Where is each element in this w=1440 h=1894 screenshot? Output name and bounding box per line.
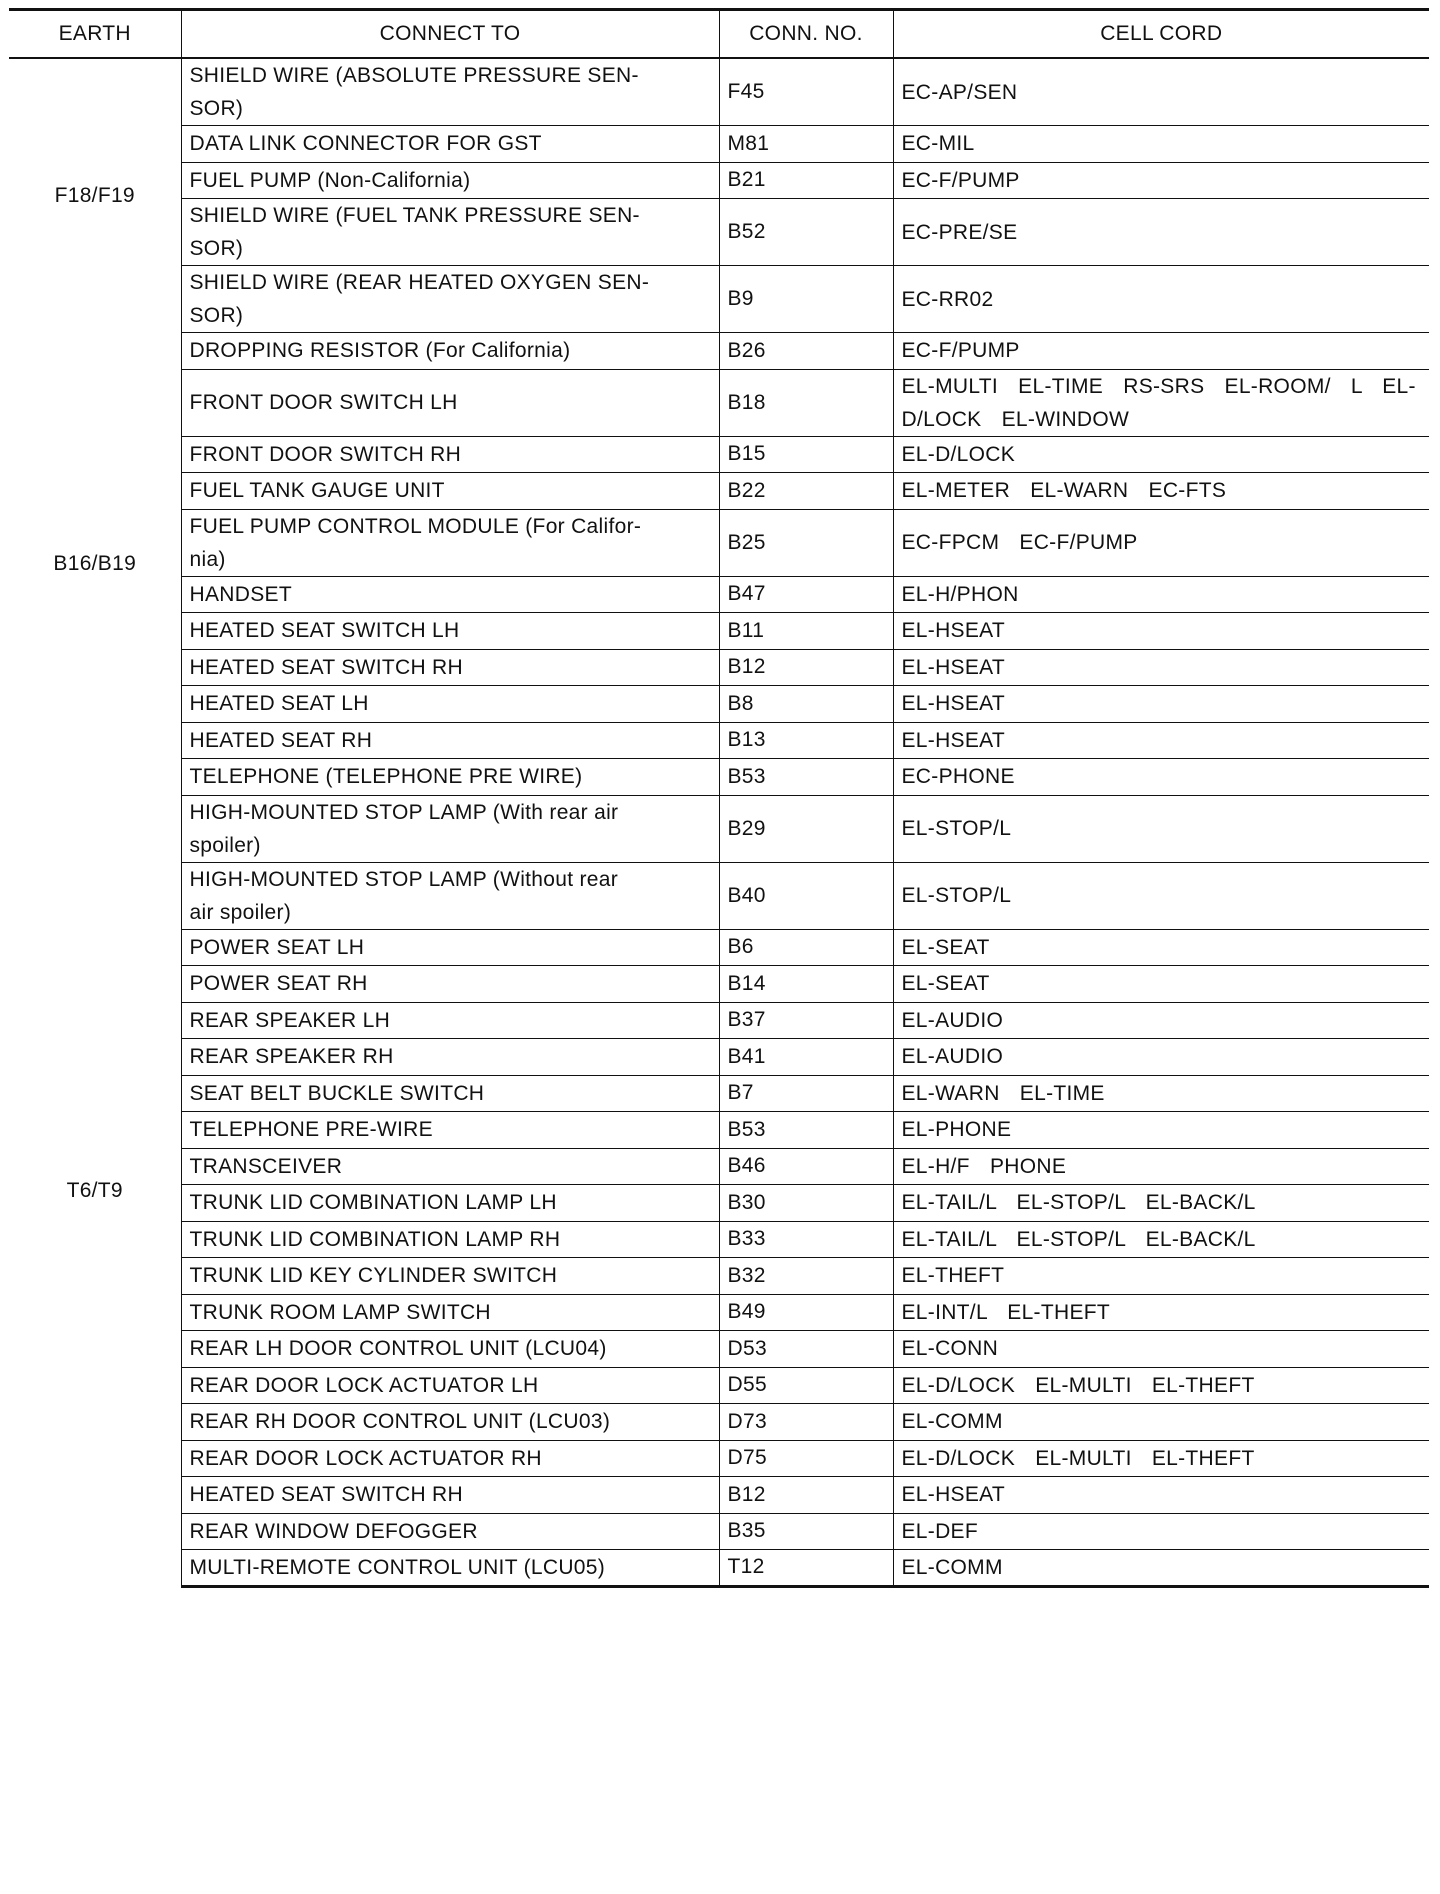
connect-to-cell: HEATED SEAT SWITCH LH — [181, 613, 719, 650]
connect-to-cell: HIGH-MOUNTED STOP LAMP (Without rear air spoiler) — [181, 862, 719, 929]
cell-cord-cell: EL-D/LOCK — [893, 436, 1429, 473]
connect-to-cell: FUEL PUMP (Non-California) — [181, 162, 719, 199]
connect-to-cell: TRANSCEIVER — [181, 1148, 719, 1185]
conn-no-cell: B33 — [719, 1221, 893, 1258]
earth-connection-table — [9, 8, 1429, 1588]
conn-no-cell: B11 — [719, 613, 893, 650]
table-row — [9, 473, 1429, 510]
cell-cord-cell: EC-RR02 — [893, 266, 1429, 333]
connect-to-cell: REAR RH DOOR CONTROL UNIT (LCU03) — [181, 1404, 719, 1441]
cell-cord-cell: EL-D/LOCK EL-MULTI EL-THEFT — [893, 1440, 1429, 1477]
table-row — [9, 966, 1429, 1003]
conn-no-cell: B26 — [719, 333, 893, 370]
header-row — [9, 10, 1429, 59]
conn-no-cell: B13 — [719, 722, 893, 759]
conn-no-cell: B18 — [719, 369, 893, 436]
connect-to-cell: SHIELD WIRE (REAR HEATED OXYGEN SEN- SOR) — [181, 266, 719, 333]
table-row — [9, 1440, 1429, 1477]
table-row — [9, 1112, 1429, 1149]
table-row — [9, 369, 1429, 436]
cell-cord-cell: EC-MIL — [893, 126, 1429, 163]
connect-to-cell: DATA LINK CONNECTOR FOR GST — [181, 126, 719, 163]
cell-cord-cell: EL-MULTI EL-TIME RS-SRS EL-ROOM/ L EL-D/LOCK EL-WINDOW — [893, 369, 1429, 436]
conn-no-cell: B21 — [719, 162, 893, 199]
connect-to-cell: FRONT DOOR SWITCH LH — [181, 369, 719, 436]
conn-no-cell: B14 — [719, 966, 893, 1003]
table-row — [9, 1513, 1429, 1550]
cell-cord-cell: EL-COMM — [893, 1404, 1429, 1441]
conn-no-cell: B37 — [719, 1002, 893, 1039]
connect-to-cell: TELEPHONE PRE-WIRE — [181, 1112, 719, 1149]
cell-cord-cell: EC-PHONE — [893, 759, 1429, 796]
connect-to-cell: TRUNK ROOM LAMP SWITCH — [181, 1294, 719, 1331]
connect-to-cell: HIGH-MOUNTED STOP LAMP (With rear air spoiler) — [181, 795, 719, 862]
cell-cord-cell: EL-SEAT — [893, 929, 1429, 966]
conn-no-cell: B52 — [719, 199, 893, 266]
conn-no-cell: B35 — [719, 1513, 893, 1550]
table-row — [9, 1185, 1429, 1222]
cell-cord-cell: EL-D/LOCK EL-MULTI EL-THEFT — [893, 1367, 1429, 1404]
cell-cord-cell: EL-STOP/L — [893, 862, 1429, 929]
cell-cord-cell: EL-TAIL/L EL-STOP/L EL-BACK/L — [893, 1185, 1429, 1222]
cell-cord-cell: EC-F/PUMP — [893, 162, 1429, 199]
connect-to-cell: FRONT DOOR SWITCH RH — [181, 436, 719, 473]
header-conn-no: CONN. NO. — [719, 10, 893, 59]
connect-to-cell: FUEL TANK GAUGE UNIT — [181, 473, 719, 510]
conn-no-cell: B46 — [719, 1148, 893, 1185]
cell-cord-cell: EC-AP/SEN — [893, 58, 1429, 126]
connect-to-cell: HEATED SEAT SWITCH RH — [181, 1477, 719, 1514]
connect-to-cell: REAR SPEAKER RH — [181, 1039, 719, 1076]
table-row — [9, 1148, 1429, 1185]
cell-cord-cell: EL-HSEAT — [893, 686, 1429, 723]
table-row — [9, 1294, 1429, 1331]
table-row — [9, 1331, 1429, 1368]
table-row — [9, 576, 1429, 613]
connect-to-cell: HEATED SEAT RH — [181, 722, 719, 759]
cell-cord-cell: EL-HSEAT — [893, 649, 1429, 686]
connect-to-cell: DROPPING RESISTOR (For California) — [181, 333, 719, 370]
connect-to-cell: TRUNK LID COMBINATION LAMP LH — [181, 1185, 719, 1222]
connect-to-cell: HANDSET — [181, 576, 719, 613]
cell-cord-cell: EL-HSEAT — [893, 1477, 1429, 1514]
table-row — [9, 1404, 1429, 1441]
cell-cord-cell: EL-STOP/L — [893, 795, 1429, 862]
table-row — [9, 162, 1429, 199]
conn-no-cell: B49 — [719, 1294, 893, 1331]
conn-no-cell: D73 — [719, 1404, 893, 1441]
table-body — [9, 58, 1429, 1586]
cell-cord-cell: EL-INT/L EL-THEFT — [893, 1294, 1429, 1331]
connect-to-cell: REAR DOOR LOCK ACTUATOR LH — [181, 1367, 719, 1404]
table-row — [9, 1550, 1429, 1587]
connect-to-cell: REAR WINDOW DEFOGGER — [181, 1513, 719, 1550]
cell-cord-cell: EL-TAIL/L EL-STOP/L EL-BACK/L — [893, 1221, 1429, 1258]
conn-no-cell: B6 — [719, 929, 893, 966]
table-row — [9, 333, 1429, 370]
conn-no-cell: B9 — [719, 266, 893, 333]
connect-to-cell: FUEL PUMP CONTROL MODULE (For Califor- nia) — [181, 509, 719, 576]
conn-no-cell: B8 — [719, 686, 893, 723]
table-row — [9, 649, 1429, 686]
table-row — [9, 126, 1429, 163]
cell-cord-cell: EL-DEF — [893, 1513, 1429, 1550]
cell-cord-cell: EL-COMM — [893, 1550, 1429, 1587]
table-row — [9, 1477, 1429, 1514]
earth-point: B16/B19 — [53, 551, 137, 575]
table-header — [9, 10, 1429, 59]
table-row — [9, 759, 1429, 796]
table-row — [9, 58, 1429, 126]
table-row — [9, 613, 1429, 650]
conn-no-cell: B25 — [719, 509, 893, 576]
conn-no-cell: B47 — [719, 576, 893, 613]
connect-to-cell: HEATED SEAT LH — [181, 686, 719, 723]
connect-to-cell: TRUNK LID COMBINATION LAMP RH — [181, 1221, 719, 1258]
table-row — [9, 722, 1429, 759]
table-row — [9, 1367, 1429, 1404]
conn-no-cell: D75 — [719, 1440, 893, 1477]
cell-cord-cell: EL-METER EL-WARN EC-FTS — [893, 473, 1429, 510]
conn-no-cell: B22 — [719, 473, 893, 510]
table-row — [9, 1002, 1429, 1039]
conn-no-cell: D55 — [719, 1367, 893, 1404]
table-row — [9, 266, 1429, 333]
conn-no-cell: F45 — [719, 58, 893, 126]
table-row — [9, 509, 1429, 576]
conn-no-cell: B7 — [719, 1075, 893, 1112]
cell-cord-cell: EL-SEAT — [893, 966, 1429, 1003]
cell-cord-cell: EL-THEFT — [893, 1258, 1429, 1295]
earth-point: F18/F19 — [54, 183, 135, 207]
table-row — [9, 436, 1429, 473]
conn-no-cell: B12 — [719, 649, 893, 686]
cell-cord-cell: EC-PRE/SE — [893, 199, 1429, 266]
table-row — [9, 686, 1429, 723]
table-row — [9, 862, 1429, 929]
cell-cord-cell: EC-F/PUMP — [893, 333, 1429, 370]
header-earth: EARTH — [9, 10, 181, 59]
conn-no-cell: B53 — [719, 1112, 893, 1149]
cell-cord-cell: EL-H/PHON — [893, 576, 1429, 613]
header-connect-to: CONNECT TO — [181, 10, 719, 59]
conn-no-cell: B30 — [719, 1185, 893, 1222]
conn-no-cell: B41 — [719, 1039, 893, 1076]
cell-cord-cell: EL-H/F PHONE — [893, 1148, 1429, 1185]
connect-to-cell: TRUNK LID KEY CYLINDER SWITCH — [181, 1258, 719, 1295]
table-row — [9, 199, 1429, 266]
cell-cord-cell: EL-AUDIO — [893, 1002, 1429, 1039]
connect-to-cell: TELEPHONE (TELEPHONE PRE WIRE) — [181, 759, 719, 796]
cell-cord-cell: EL-WARN EL-TIME — [893, 1075, 1429, 1112]
earth-point: T6/T9 — [66, 1178, 123, 1202]
table-row — [9, 795, 1429, 862]
connect-to-cell: REAR SPEAKER LH — [181, 1002, 719, 1039]
header-cell-cord: CELL CORD — [893, 10, 1429, 59]
table-row — [9, 1075, 1429, 1112]
conn-no-cell: B15 — [719, 436, 893, 473]
conn-no-cell: B29 — [719, 795, 893, 862]
conn-no-cell: T12 — [719, 1550, 893, 1587]
table-row — [9, 1221, 1429, 1258]
connect-to-cell: POWER SEAT LH — [181, 929, 719, 966]
cell-cord-cell: EL-HSEAT — [893, 722, 1429, 759]
connect-to-cell: POWER SEAT RH — [181, 966, 719, 1003]
cell-cord-cell: EL-HSEAT — [893, 613, 1429, 650]
connect-to-cell: REAR DOOR LOCK ACTUATOR RH — [181, 1440, 719, 1477]
conn-no-cell: B12 — [719, 1477, 893, 1514]
connect-to-cell: SHIELD WIRE (FUEL TANK PRESSURE SEN- SOR) — [181, 199, 719, 266]
table-row — [9, 1258, 1429, 1295]
cell-cord-cell: EL-CONN — [893, 1331, 1429, 1368]
connect-to-cell: MULTI-REMOTE CONTROL UNIT (LCU05) — [181, 1550, 719, 1587]
connect-to-cell: SHIELD WIRE (ABSOLUTE PRESSURE SEN- SOR) — [181, 58, 719, 126]
table-row — [9, 929, 1429, 966]
cell-cord-cell: EL-PHONE — [893, 1112, 1429, 1149]
conn-no-cell: B53 — [719, 759, 893, 796]
connect-to-cell: HEATED SEAT SWITCH RH — [181, 649, 719, 686]
cell-cord-cell: EC-FPCM EC-F/PUMP — [893, 509, 1429, 576]
connect-to-cell: REAR LH DOOR CONTROL UNIT (LCU04) — [181, 1331, 719, 1368]
connect-to-cell: SEAT BELT BUCKLE SWITCH — [181, 1075, 719, 1112]
cell-cord-cell: EL-AUDIO — [893, 1039, 1429, 1076]
conn-no-cell: M81 — [719, 126, 893, 163]
conn-no-cell: B32 — [719, 1258, 893, 1295]
table-row — [9, 1039, 1429, 1076]
conn-no-cell: D53 — [719, 1331, 893, 1368]
conn-no-cell: B40 — [719, 862, 893, 929]
